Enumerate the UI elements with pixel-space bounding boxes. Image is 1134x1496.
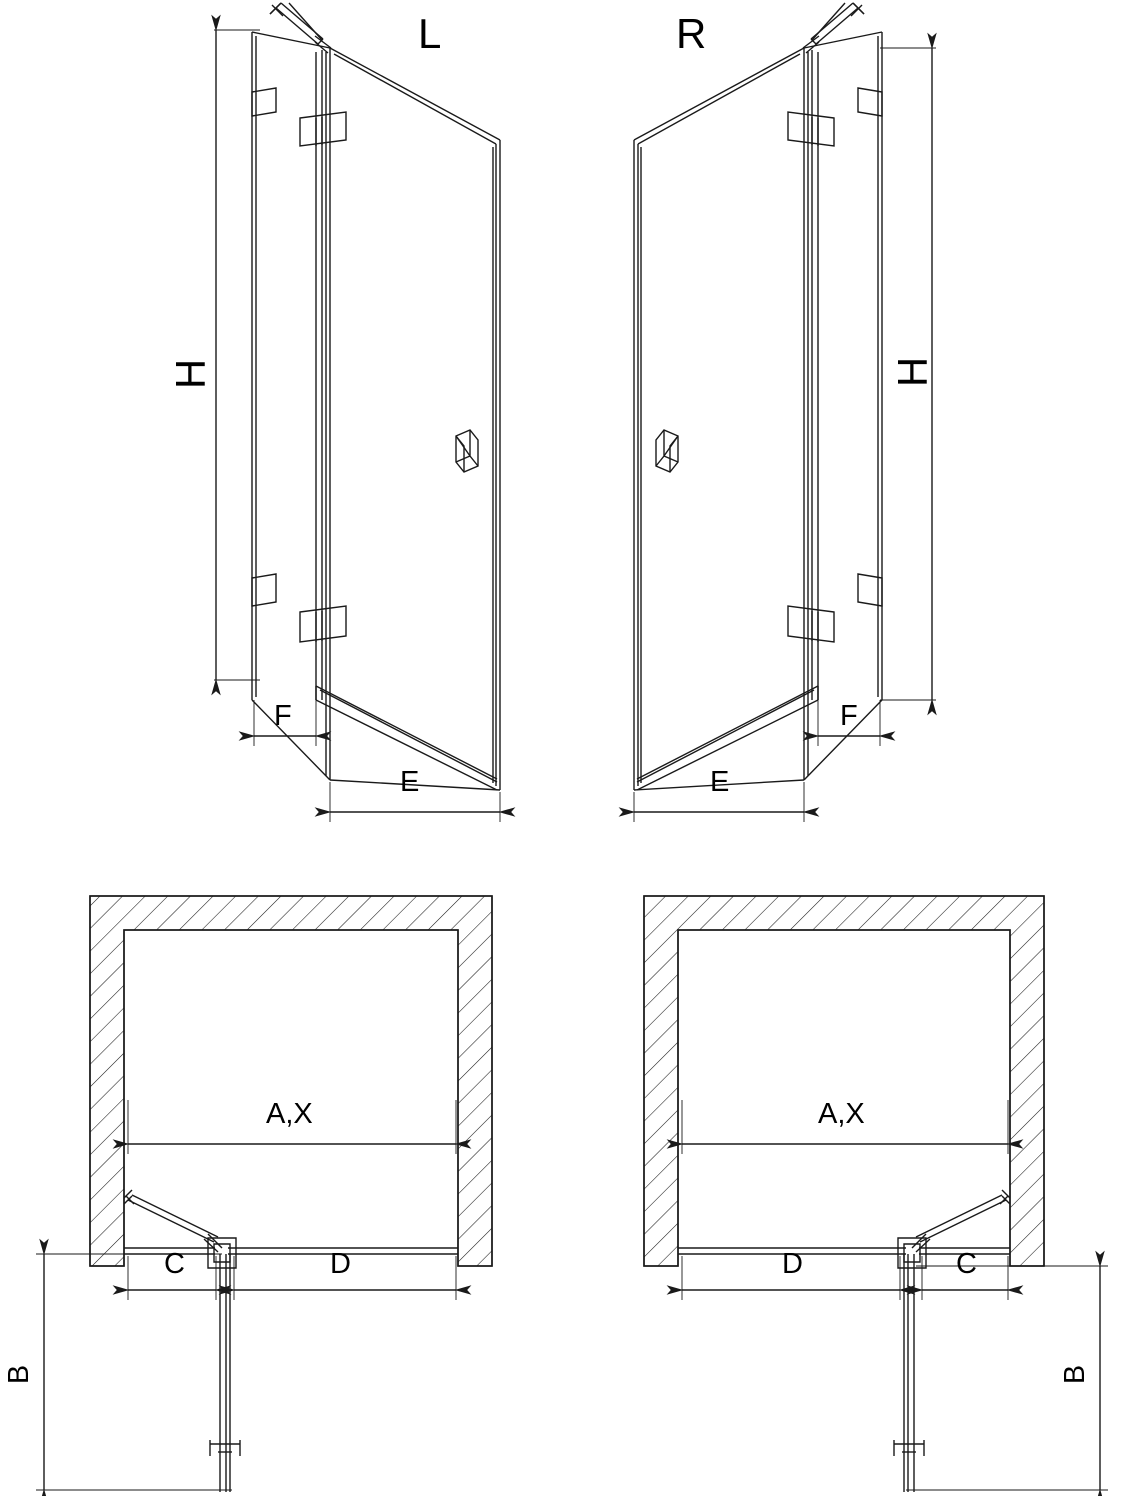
dim-label-AX-right: A,X bbox=[818, 1098, 865, 1130]
dim-label-B-right: B bbox=[1059, 1364, 1092, 1385]
plan-right-geometry bbox=[644, 896, 1044, 1492]
dim-label-F-left: F bbox=[274, 700, 292, 732]
dim-label-C-left: C bbox=[164, 1248, 185, 1280]
iso-left-dim-H bbox=[214, 30, 260, 680]
dim-label-D-right: D bbox=[782, 1248, 803, 1280]
dim-label-B-left: B bbox=[3, 1364, 36, 1385]
dim-label-F-right: F bbox=[840, 700, 858, 732]
dim-label-E-left: E bbox=[400, 766, 420, 798]
dim-label-H-left: H bbox=[167, 358, 215, 390]
dim-label-E-right: E bbox=[710, 766, 730, 798]
plan-left-geometry bbox=[90, 896, 492, 1492]
dim-label-C-right: C bbox=[956, 1248, 977, 1280]
view-title-right: R bbox=[676, 10, 707, 57]
dim-label-D-left: D bbox=[330, 1248, 351, 1280]
view-title-left: L bbox=[418, 10, 442, 57]
iso-left-geometry bbox=[252, 3, 500, 790]
dim-label-AX-left: A,X bbox=[266, 1098, 313, 1130]
iso-right-geometry bbox=[634, 3, 882, 790]
dim-label-H-right: H bbox=[889, 356, 937, 388]
